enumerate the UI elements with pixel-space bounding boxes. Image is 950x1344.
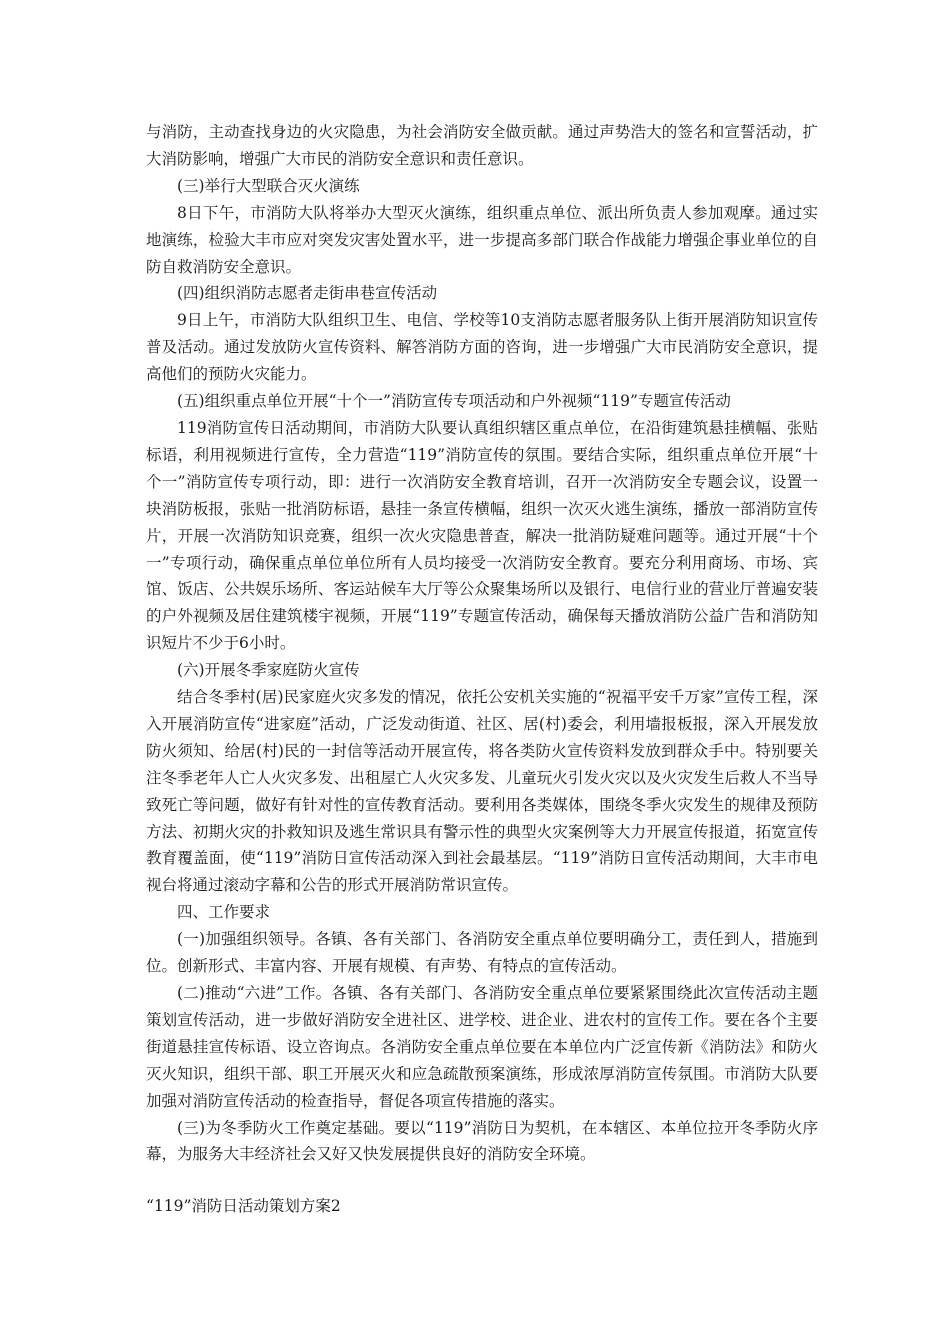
paragraph: 8日下午，市消防大队将举办大型灭火演练，组织重点单位、派出所负责人参加观摩。通过实地演练，检验大丰市应对突发灾害处置水平，进一步提高多部门联合作战能力增强企事业单位的自防自救消防安全意识。 — [146, 203, 818, 276]
paragraph: 结合冬季村(居)民家庭火灾多发的情况，依托公安机关实施的“祝福平安千万家”宣传工程，深入开展消防宣传“进家庭”活动，广泛发动街道、社区、居(村)委会，利用墙报板报，深入开展发放防火须知、给居(村)民的一封信等活动开展宣传，将各类防火宣传资料发放到群众手中。特别要关注冬季老年人亡人火灾多发、出租屋亡人火灾多发、儿童玩火引发火灾以及火灾发生后救人不当导致死亡等问题，做好有针对性的宣传教育活动。要利用各类媒体，围绕冬季火灾发生的规律及预防方法、初期火灾的扑救知识及逃生常识具有警示性的典型火灾案例等大力开展宣传报道，拓宽宣传教育覆盖面，使“119”消防日宣传活动深入到社会最基层。“119”消防日宣传活动期间，大丰市电视台将通过滚动字幕和公告的形式开展消防常识宣传。 — [146, 688, 818, 895]
paragraph: 9日上午，市消防大队组织卫生、电信、学校等10支消防志愿者服务队上街开展消防知识宣传普及活动。通过发放防火宣传资料、解答消防方面的咨询，进一步增强广大市民消防安全意识，提高他们的预防火灾能力。 — [146, 311, 818, 384]
section-heading-3: (三)举行大型联合灭火演练 — [177, 176, 360, 195]
requirement-paragraph-1: (一)加强组织领导。各镇、各有关部门、各消防安全重点单位要明确分工，责任到人，措施到位。创新形式、丰富内容、开展有规模、有声势、有特点的宣传活动。 — [146, 930, 818, 976]
paragraph: 119消防宣传日活动期间，市消防大队要认真组织辖区重点单位，在沿街建筑悬挂横幅、张贴标语，利用视频进行宣传，全力营造“119”消防宣传的氛围。要结合实际，组织重点单位开展“十个一”消防宣传专项行动，即：进行一次消防安全教育培训，召开一次消防安全专题会议，设置一块消防板报，张贴一批消防标语，悬挂一条宣传横幅，组织一次灭火逃生演练，播放一部消防宣传片，开展一次消防知识竞赛，组织一次火灾隐患普查，解决一批消防疑难问题等。通过开展“十个一”专项行动，确保重点单位单位所有人员均接受一次消防安全教育。要充分利用商场、市场、宾馆、饭店、公共娱乐场所、客运站候车大厅等公众聚集场所以及银行、电信行业的营业厅普遍安装的户外视频及居住建筑楼宇视频，开展“119”专题宣传活动，确保每天播放消防公益广告和消防知识短片不少于6小时。 — [146, 418, 818, 653]
next-document-title: “119”消防日活动策划方案2 — [146, 1197, 341, 1215]
paragraph-continuation: 与消防，主动查找身边的火灾隐患，为社会消防安全做贡献。通过声势浩大的签名和宣誓活动，扩大消防影响，增强广大市民的消防安全意识和责任意识。 — [146, 123, 818, 168]
requirement-paragraph-2: (二)推动“六进”工作。各镇、各有关部门、各消防安全重点单位要紧紧围绕此次宣传活动主题策划宣传活动，进一步做好消防安全进社区、进学校、进企业、进农村的宣传工作。要在各个主要街道悬挂宣传标语、设立咨询点。各消防安全重点单位要在本单位内广泛宣传新《消防法》和防火灭火知识，组织干部、职工开展灭火和应急疏散预案演练，形成浓厚消防宣传氛围。市消防大队要加强对消防宣传活动的检查指导，督促各项宣传措施的落实。 — [146, 984, 818, 1110]
document-body — [146, 119, 818, 1168]
section-heading-5: (五)组织重点单位开展“十个一”消防宣传专项活动和户外视频“119”专题宣传活动 — [177, 392, 731, 411]
section-heading-work-requirements: 四、工作要求 — [177, 903, 271, 922]
section-heading-4: (四)组织消防志愿者走街串巷宣传活动 — [177, 284, 438, 303]
section-heading-6: (六)开展冬季家庭防火宣传 — [177, 661, 360, 680]
requirement-paragraph-3: (三)为冬季防火工作奠定基础。要以“119”消防日为契机，在本辖区、本单位拉开冬季防火序幕，为服务大丰经济社会又好又快发展提供良好的消防安全环境。 — [146, 1118, 818, 1164]
